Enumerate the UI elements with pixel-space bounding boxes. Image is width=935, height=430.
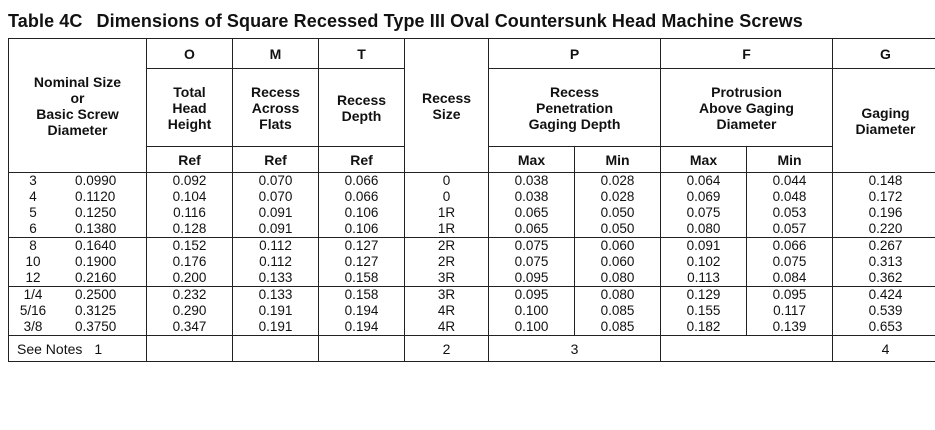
table-title bbox=[8, 6, 933, 36]
recess-size-cell: 3R 4R 4R bbox=[405, 287, 489, 336]
p-max-cell: 0.095 0.100 0.100 bbox=[489, 287, 575, 336]
recess-depth-cell: 0.158 0.194 0.194 bbox=[319, 287, 405, 336]
col-letter-g: G bbox=[833, 39, 935, 69]
gaging-diameter-header: Gaging Diameter bbox=[833, 69, 935, 173]
note-ref-1: 1 bbox=[94, 340, 103, 357]
col-letter-o: O bbox=[147, 39, 233, 69]
total-head-height-cell: 0.232 0.290 0.347 bbox=[147, 287, 233, 336]
nominal-size-header: Nominal Size or Basic Screw Diameter bbox=[9, 39, 147, 173]
table-number: Table 4C bbox=[8, 11, 83, 31]
f-min-header: Min bbox=[747, 147, 833, 173]
o-ref: Ref bbox=[147, 147, 233, 173]
p-min-cell: 0.028 0.028 0.050 0.050 bbox=[575, 173, 661, 238]
gaging-diameter-cell: 0.267 0.313 0.362 bbox=[833, 238, 935, 287]
col-letter-f: F bbox=[661, 39, 833, 69]
recess-across-flats-header: Recess Across Flats bbox=[233, 69, 319, 147]
table-row-group bbox=[9, 287, 935, 336]
p-min-header: Min bbox=[575, 147, 661, 173]
col-letter-m: M bbox=[233, 39, 319, 69]
f-max-cell: 0.091 0.102 0.113 bbox=[661, 238, 747, 287]
f-min-cell: 0.095 0.117 0.139 bbox=[747, 287, 833, 336]
m-ref: Ref bbox=[233, 147, 319, 173]
recess-size-cell: 0 0 1R 1R bbox=[405, 173, 489, 238]
recess-across-flats-cell: 0.133 0.191 0.191 bbox=[233, 287, 319, 336]
notes-empty-m bbox=[233, 336, 319, 362]
nominal-size-cell: 3 0.0990 4 0.1120 5 0.1250 6 0.1380 bbox=[9, 173, 147, 238]
notes-row bbox=[9, 336, 935, 362]
table-caption: Dimensions of Square Recessed Type III Oval Countersunk Head Machine Screws bbox=[96, 11, 803, 31]
nominal-size-cell: 1/4 0.2500 5/16 0.3125 3/8 0.3750 bbox=[9, 287, 147, 336]
p-min-cell: 0.060 0.060 0.080 bbox=[575, 238, 661, 287]
see-notes-cell bbox=[9, 336, 147, 362]
notes-empty-o bbox=[147, 336, 233, 362]
note-ref-4: 4 bbox=[833, 336, 935, 362]
recess-depth-cell: 0.127 0.127 0.158 bbox=[319, 238, 405, 287]
f-max-cell: 0.129 0.155 0.182 bbox=[661, 287, 747, 336]
f-max-header: Max bbox=[661, 147, 747, 173]
recess-depth-cell: 0.066 0.066 0.106 0.106 bbox=[319, 173, 405, 238]
p-max-cell: 0.075 0.075 0.095 bbox=[489, 238, 575, 287]
p-max-header: Max bbox=[489, 147, 575, 173]
p-min-cell: 0.080 0.085 0.085 bbox=[575, 287, 661, 336]
f-max-cell: 0.064 0.069 0.075 0.080 bbox=[661, 173, 747, 238]
notes-empty-t bbox=[319, 336, 405, 362]
f-min-cell: 0.044 0.048 0.053 0.057 bbox=[747, 173, 833, 238]
recess-penetration-header: Recess Penetration Gaging Depth bbox=[489, 69, 661, 147]
dimensions-table bbox=[8, 38, 935, 362]
total-head-height-cell: 0.152 0.176 0.200 bbox=[147, 238, 233, 287]
notes-empty-f bbox=[661, 336, 833, 362]
recess-across-flats-cell: 0.070 0.070 0.091 0.091 bbox=[233, 173, 319, 238]
recess-across-flats-cell: 0.112 0.112 0.133 bbox=[233, 238, 319, 287]
p-max-cell: 0.038 0.038 0.065 0.065 bbox=[489, 173, 575, 238]
recess-size-cell: 2R 2R 3R bbox=[405, 238, 489, 287]
gaging-diameter-cell: 0.148 0.172 0.196 0.220 bbox=[833, 173, 935, 238]
total-head-height-header: Total Head Height bbox=[147, 69, 233, 147]
note-ref-2: 2 bbox=[405, 336, 489, 362]
f-min-cell: 0.066 0.075 0.084 bbox=[747, 238, 833, 287]
table-row-group bbox=[9, 238, 935, 287]
col-letter-t: T bbox=[319, 39, 405, 69]
recess-size-header: Recess Size bbox=[405, 39, 489, 173]
total-head-height-cell: 0.092 0.104 0.116 0.128 bbox=[147, 173, 233, 238]
table-row-group bbox=[9, 173, 935, 238]
gaging-diameter-cell: 0.424 0.539 0.653 bbox=[833, 287, 935, 336]
t-ref: Ref bbox=[319, 147, 405, 173]
note-ref-3: 3 bbox=[489, 336, 661, 362]
recess-depth-header: Recess Depth bbox=[319, 69, 405, 147]
see-notes-label: See Notes bbox=[17, 340, 83, 357]
protrusion-header: Protrusion Above Gaging Diameter bbox=[661, 69, 833, 147]
col-letter-p: P bbox=[489, 39, 661, 69]
nominal-size-cell: 8 0.1640 10 0.1900 12 0.2160 bbox=[9, 238, 147, 287]
